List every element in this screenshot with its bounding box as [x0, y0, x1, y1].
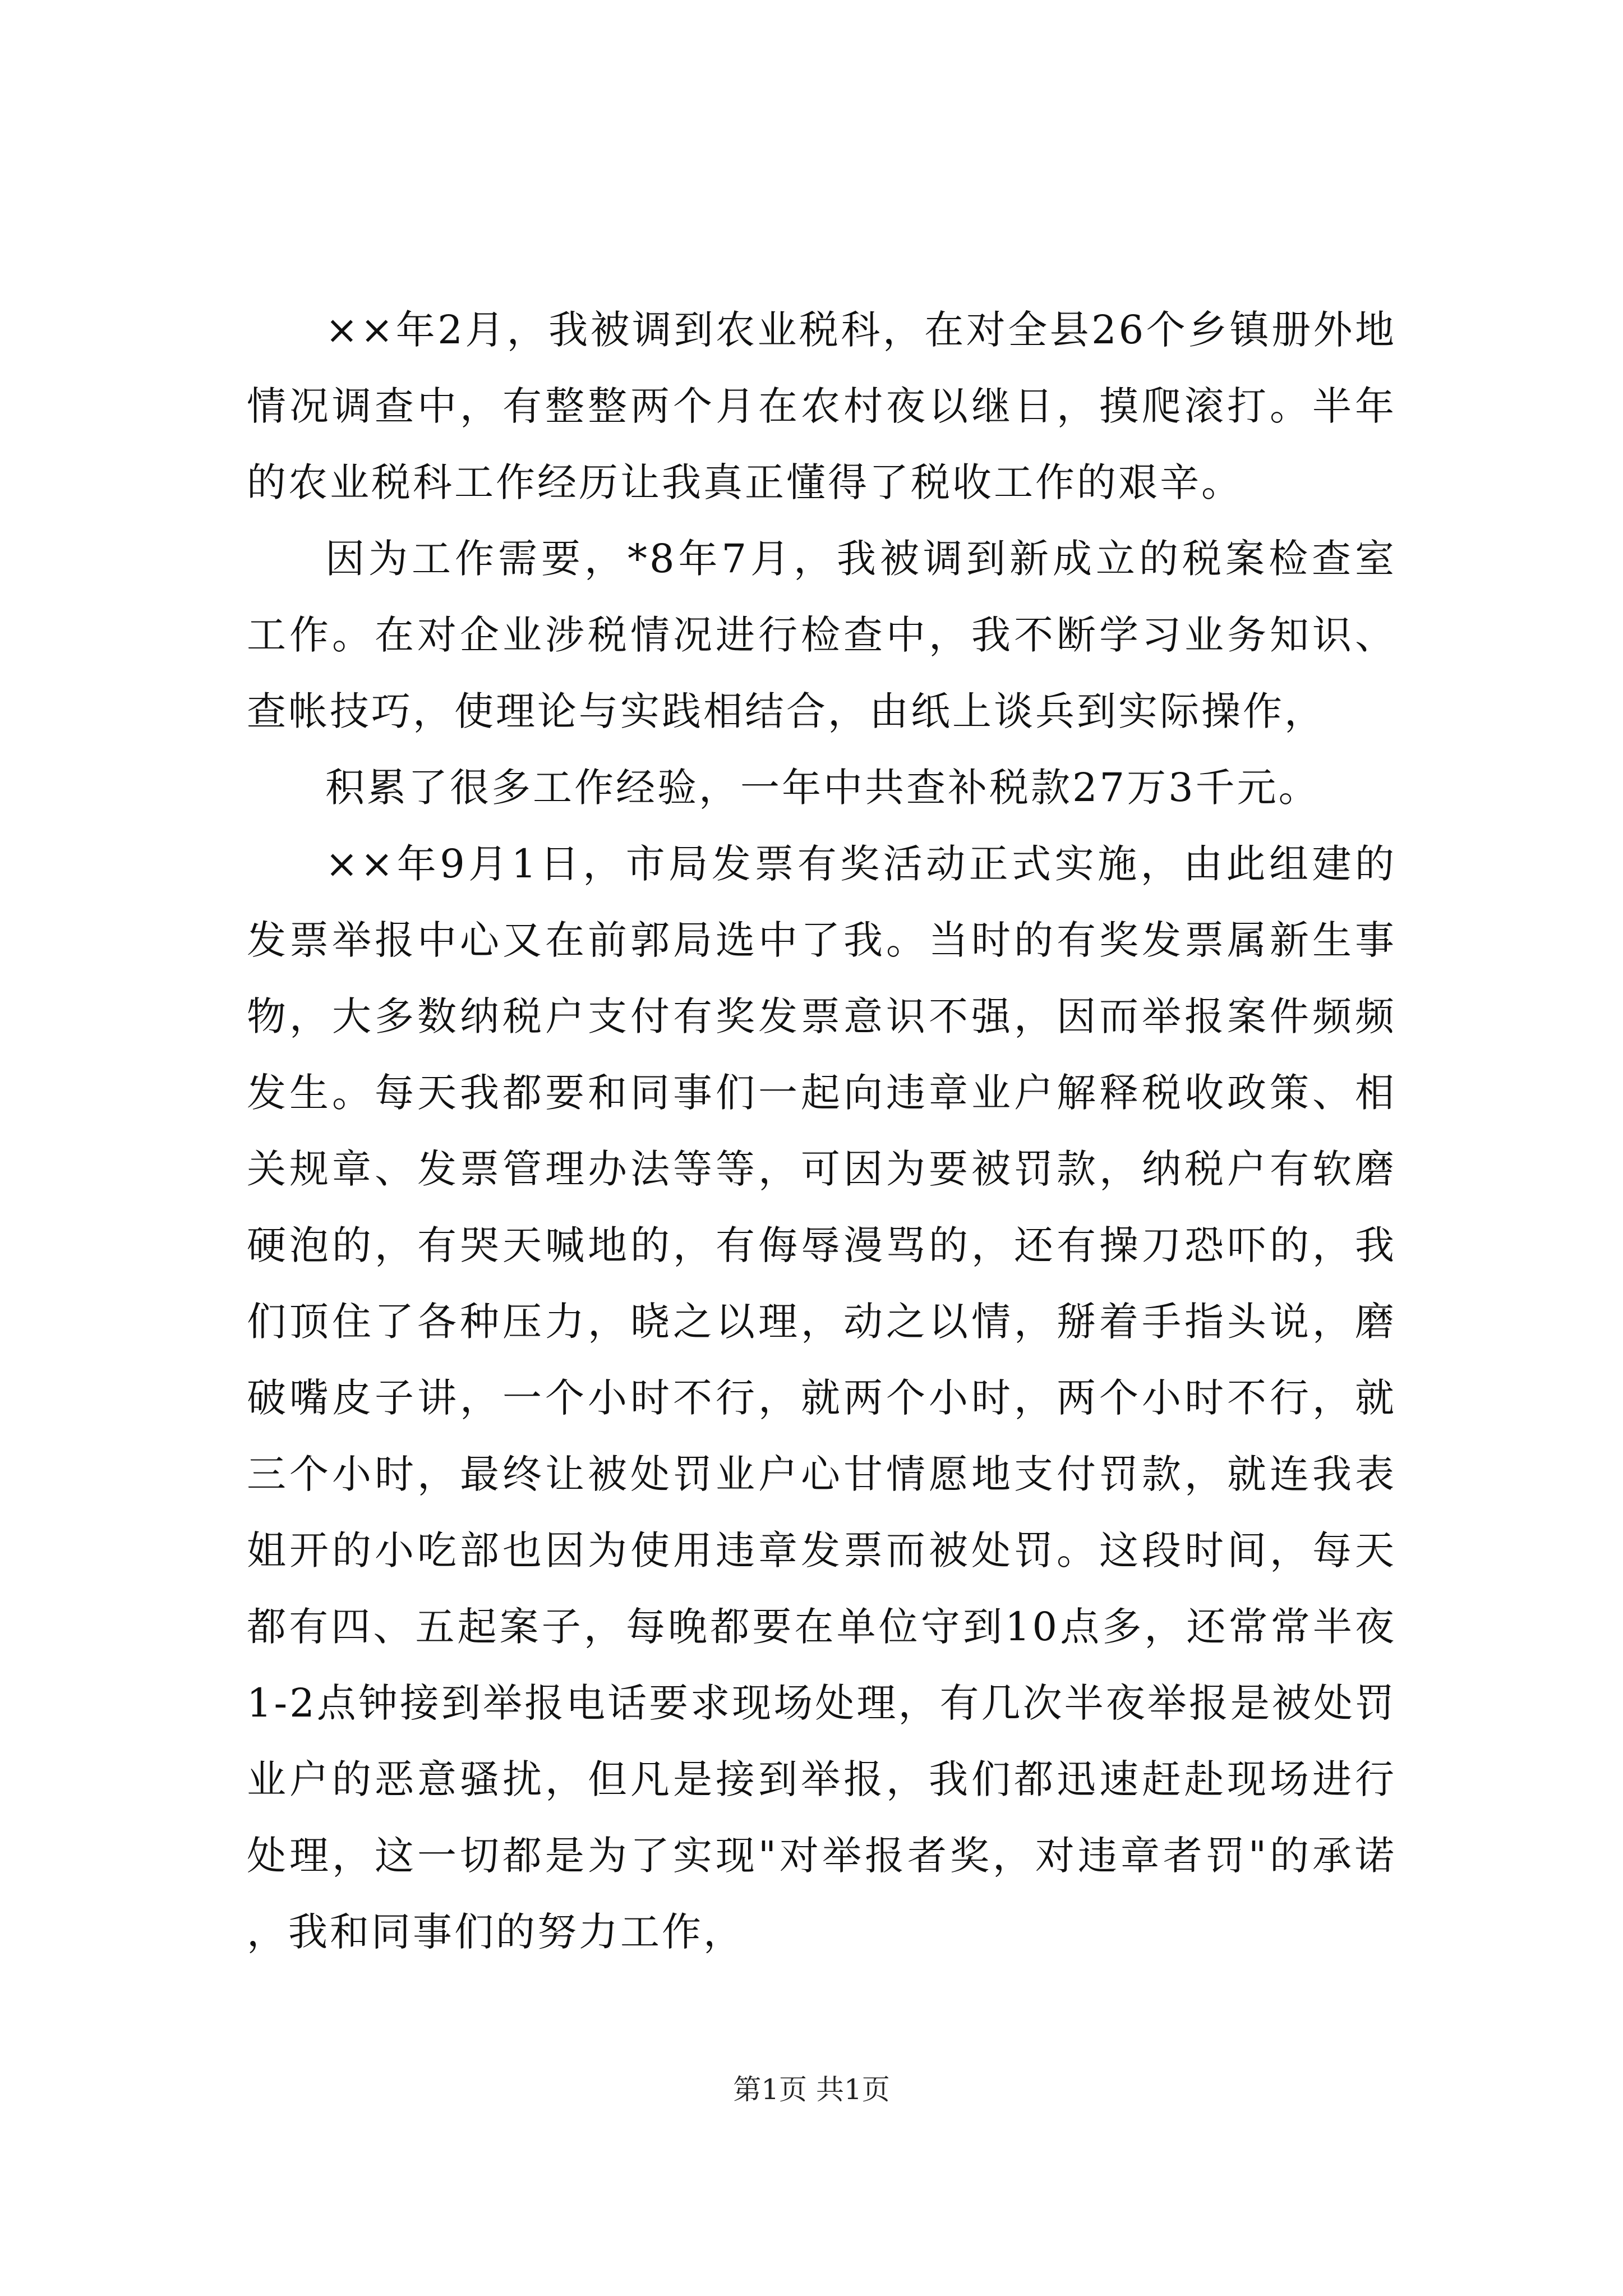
paragraph-3: 积累了很多工作经验，一年中共查补税款27万3千元。: [325, 765, 1320, 811]
paragraph-1: ××年2月，我被调到农业税科，在对全县26个乡镇册外地情况调查中，有整整两个月在农村夜以继日，摸爬滚打。半年的农业税科工作经历让我真正懂得了税收工作的艰辛。: [247, 307, 1396, 505]
paragraph-2: 因为工作需要，*8年7月，我被调到新成立的税案检查室工作。在对企业涉税情况进行检查中，我不断学习业务知识、查帐技巧，使理论与实践相结合，由纸上谈兵到实际操作，: [247, 536, 1396, 734]
document-body: [247, 292, 1396, 1970]
paragraph-4: ××年9月1日，市局发票有奖活动正式实施，由此组建的发票举报中心又在前郭局选中了我。当时的有奖发票属新生事物，大多数纳税户支付有奖发票意识不强，因而举报案件频频发生。每天我都要和同事们一起向违章业户解释税收政策、相关规章、发票管理办法等等，可因为要被罚款，纳税户有软磨硬泡的，有哭天喊地的，有侮辱漫骂的，还有操刀恐吓的，我们顶住了各种压力，晓之以理，动之以情，掰着手指头说，磨破嘴皮子讲，一个小时不行，就两个小时，两个小时不行，就三个小时，最终让被处罚业户心甘情愿地支付罚款，就连我表姐开的小吃部也因为使用违章发票而被处罚。这段时间，每天都有四、五起案子，每晚都要在单位守到10点多，还常常半夜1-2点钟接到举报电话要求现场处理，有几次半夜举报是被处罚业户的恶意骚扰，但凡是接到举报，我们都迅速赶赴现场进行处理，这一切都是为了实现"对举报者奖，对违章者罚"的承诺，我和同事们的努力工作，: [247, 841, 1396, 1955]
page-footer: 第1页 共1页: [733, 2073, 890, 2106]
